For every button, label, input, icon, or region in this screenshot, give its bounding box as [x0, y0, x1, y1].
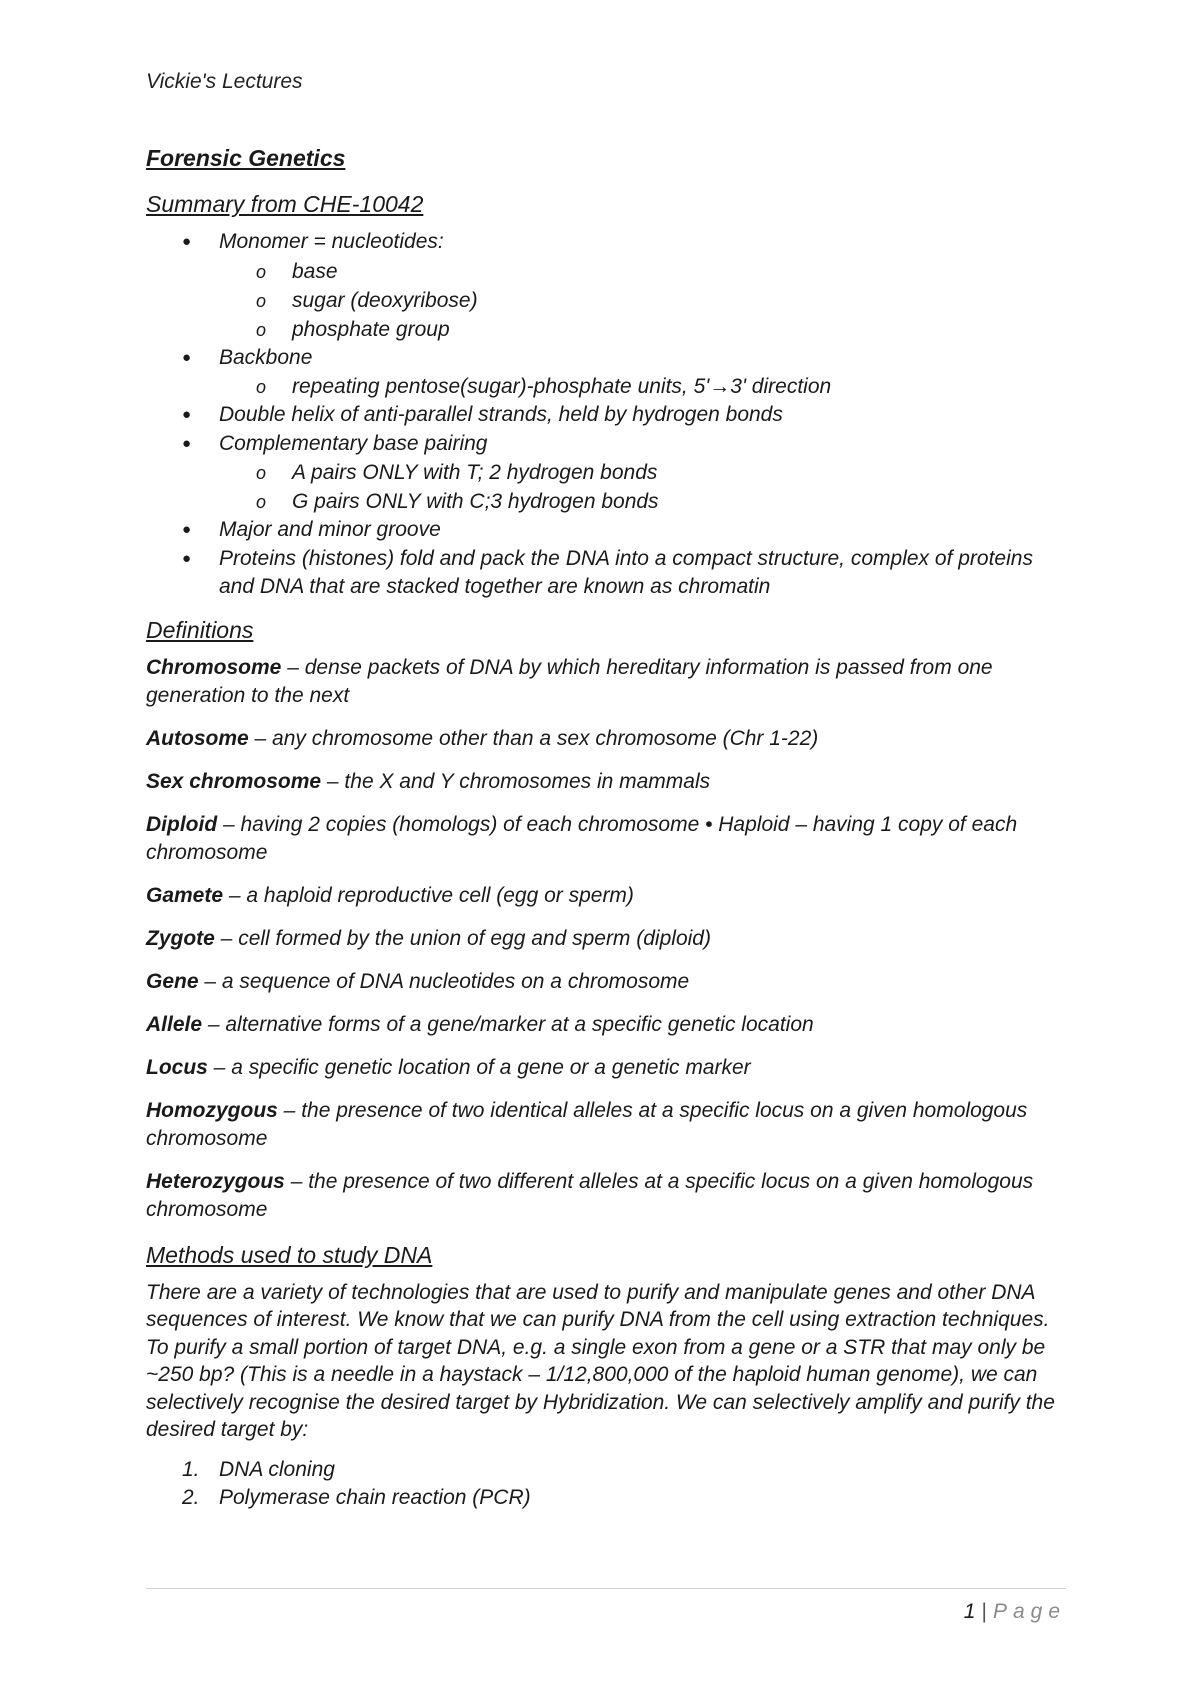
page-content	[146, 142, 1066, 1512]
sub-bullet-icon: o	[256, 319, 267, 340]
summary-bullet	[146, 344, 1066, 402]
summary-bullet-text: Backbone	[219, 345, 313, 369]
page-word: Page	[992, 1600, 1066, 1623]
definition-term: Locus	[146, 1055, 208, 1079]
summary-sub-item-text: G pairs ONLY with C;3 hydrogen bonds	[292, 490, 659, 513]
summary-sub-item-text: A pairs ONLY with T; 2 hydrogen bonds	[292, 461, 658, 484]
definition-text: – dense packets of DNA by which hereditary information is passed from one generation to the next	[146, 655, 993, 707]
summary-bullet-text: Major and minor groove	[219, 518, 441, 541]
definition-text: – a haploid reproductive cell (egg or sperm)	[223, 883, 634, 907]
methods-heading: Methods used to study DNA	[146, 1241, 433, 1268]
methods-list-text: DNA cloning	[219, 1457, 335, 1481]
summary-sub-item-text: repeating pentose(sugar)-phosphate units, 5'→3' direction	[292, 375, 832, 398]
sub-bullet-icon: o	[256, 463, 267, 483]
summary-bullet-text: Proteins (histones) fold and pack the DNA into a compact structure, complex of proteins and DNA that are stacked together are known as chromatin	[219, 546, 1033, 598]
list-number: 1.	[182, 1457, 200, 1481]
footer-divider	[146, 1588, 1066, 1589]
summary-sub-item-text: sugar (deoxyribose)	[292, 288, 478, 312]
methods-list-item	[146, 1484, 1066, 1512]
definition-item	[146, 1097, 1066, 1153]
summary-sub-list	[219, 372, 1066, 401]
definition-term: Gene	[146, 969, 199, 993]
methods-list-text: Polymerase chain reaction (PCR)	[219, 1485, 531, 1509]
definition-item	[146, 1054, 1066, 1082]
summary-bullet	[146, 401, 1066, 430]
definition-item	[146, 654, 1066, 710]
summary-bullet	[146, 516, 1066, 545]
definition-text: – any chromosome other than a sex chromosome (Chr 1-22)	[248, 726, 819, 750]
definition-term: Gamete	[146, 883, 224, 907]
definition-term: Heterozygous	[146, 1169, 285, 1193]
methods-paragraph: There are a variety of technologies that are used to purify and manipulate genes and other DNA sequences of interest. We know that we can purify DNA from the cell using extraction techniques. To purify a small portion of target DNA, e.g. a single exon from a gene or a STR that may only be ~250 bp? (This is a needle in a haystack – 1/12,800,000 of the haploid human genome), we can selectively recognise the desired target by Hybridization. We can selectively amplify and purify the desired target by:	[146, 1280, 1055, 1441]
definition-text: – the presence of two identical alleles at a specific locus on a given homologous chromosome	[146, 1098, 1028, 1150]
methods-numbered-list	[146, 1456, 1066, 1512]
summary-sub-item	[219, 286, 1066, 315]
definitions-list	[146, 654, 1066, 1224]
definition-item	[146, 1168, 1066, 1224]
definition-item	[146, 882, 1066, 910]
summary-sub-list	[219, 257, 1066, 344]
summary-bullet-text: Monomer = nucleotides:	[219, 230, 444, 253]
page-footer	[964, 1600, 1066, 1624]
summary-sub-item-text: phosphate group	[292, 317, 450, 341]
definition-term: Autosome	[146, 726, 249, 750]
definition-text: – cell formed by the union of egg and sperm (diploid)	[214, 926, 711, 950]
definition-item	[146, 968, 1066, 996]
methods-list-item	[146, 1456, 1066, 1484]
summary-sub-item	[219, 458, 1066, 487]
definition-item	[146, 768, 1066, 796]
definition-item	[146, 811, 1066, 867]
definition-text: – a sequence of DNA nucleotides on a chromosome	[198, 969, 690, 993]
summary-bullet-list	[146, 228, 1066, 602]
summary-sub-item	[219, 372, 1066, 401]
summary-sub-item	[219, 315, 1066, 344]
definition-text: – a specific genetic location of a gene or a genetic marker	[207, 1055, 751, 1079]
bullet-dot-icon: ●	[182, 549, 192, 567]
summary-bullet	[146, 545, 1066, 602]
definition-term: Sex chromosome	[146, 769, 322, 793]
summary-bullet-text: Double helix of anti-parallel strands, held by hydrogen bonds	[219, 403, 783, 426]
definition-text: – the X and Y chromosomes in mammals	[321, 769, 711, 793]
summary-bullet	[146, 228, 1066, 344]
summary-bullet	[146, 430, 1066, 517]
bullet-dot-icon: ●	[182, 521, 192, 538]
sub-bullet-icon: o	[256, 261, 267, 282]
definition-term: Diploid	[146, 812, 218, 836]
bullet-dot-icon: ●	[182, 233, 192, 250]
page-header: Vickie's Lectures	[146, 70, 303, 93]
page-number: 1	[963, 1600, 976, 1623]
definition-term: Homozygous	[146, 1098, 278, 1122]
definition-text: – having 2 copies (homologs) of each chromosome • Haploid – having 1 copy of each chromosome	[146, 812, 1018, 864]
footer-separator: |	[981, 1600, 987, 1623]
definition-item	[146, 925, 1066, 953]
summary-sub-item	[219, 487, 1066, 516]
summary-heading: Summary from CHE-10042	[146, 191, 424, 217]
sub-bullet-icon: o	[256, 290, 267, 311]
definition-item	[146, 725, 1066, 753]
list-number: 2.	[182, 1485, 200, 1509]
definition-text: – alternative forms of a gene/marker at a specific genetic location	[202, 1012, 814, 1036]
sub-bullet-icon: o	[256, 492, 267, 512]
bullet-dot-icon: ●	[182, 434, 192, 452]
sub-bullet-icon: o	[256, 377, 267, 397]
definition-term: Zygote	[146, 926, 215, 950]
bullet-dot-icon: ●	[182, 348, 192, 366]
summary-sub-list	[219, 458, 1066, 516]
summary-sub-item	[219, 257, 1066, 286]
definition-term: Allele	[146, 1012, 203, 1036]
summary-sub-item-text: base	[292, 259, 338, 283]
definition-term: Chromosome	[146, 655, 282, 679]
bullet-dot-icon: ●	[182, 406, 192, 423]
document-title: Forensic Genetics	[146, 145, 346, 171]
definition-item	[146, 1011, 1066, 1039]
definition-text: – the presence of two different alleles at a specific locus on a given homologous chromosome	[146, 1169, 1034, 1221]
summary-bullet-text: Complementary base pairing	[219, 431, 488, 455]
definitions-heading: Definitions	[146, 616, 254, 643]
